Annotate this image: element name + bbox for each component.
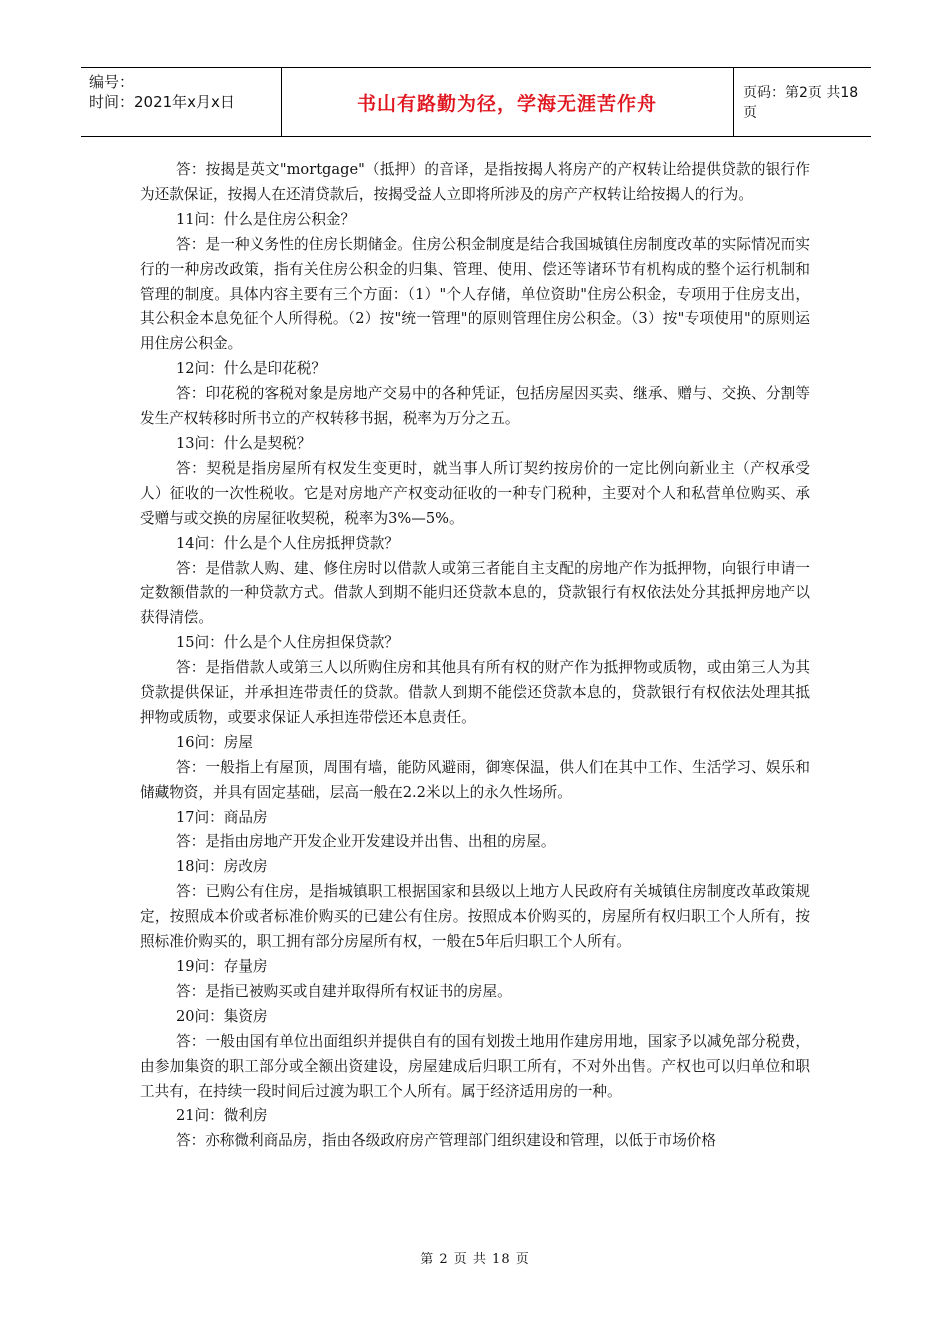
paragraph: 答：印花税的客税对象是房地产交易中的各种凭证，包括房屋因买卖、继承、赠与、交换、分割等发生产权转移时所书立的产权转移书据，税率为万分之五。 <box>140 385 810 428</box>
question-heading: 13问：什么是契税？ <box>176 434 312 452</box>
paragraph: 答：是一种义务性的住房长期储金。住房公积金制度是结合我国城镇住房制度改革的实际情况而实行的一种房改政策，指有关住房公积金的归集、管理、使用、偿还等诸环节有机构成的整个运行机制和管理的制度。具体内容主要有三个方面：（1）"个人存储，单位资助"住房公积金，专项用于住房支出，其公积金本息免征个人所得税。（2）按"统一管理"的原则管理住房公积金。（3）按"专项使用"的原则运用住房公积金。 <box>140 235 810 353</box>
question-heading: 20问：集资房 <box>176 1007 268 1025</box>
header-page-cell <box>733 68 871 136</box>
paragraph: 答：按揭是英文"mortgage"（抵押）的音译，是指按揭人将房产的产权转让给提供贷款的银行作为还款保证，按揭人在还清贷款后，按揭受益人立即将所涉及的房产产权转让给按揭人的行为。 <box>140 161 810 203</box>
document-number-label: 编号： <box>89 73 135 91</box>
header-motto: 书山有路勤为径，学海无涯苦作舟 <box>356 92 657 115</box>
paragraph: 答：一般指上有屋顶，周围有墙，能防风避雨，御寒保温，供人们在其中工作、生活学习、娱乐和储藏物资，并具有固定基础，层高一般在2.2米以上的永久性场所。 <box>140 758 810 801</box>
paragraph: 答：是借款人购、建、修住房时以借款人或第三者能自主支配的房地产作为抵押物，向银行申请一定数额借款的一种贷款方式。借款人到期不能归还贷款本息的，贷款银行有权依法处分其抵押房地产以获得清偿。 <box>140 559 810 627</box>
page-footer: 第 2 页 共 18 页 <box>420 1252 530 1267</box>
document-date: 时间：2021年x月x日 <box>89 93 235 111</box>
paragraph: 答：已购公有住房，是指城镇职工根据国家和县级以上地方人民政府有关城镇住房制度改革政策规定，按照成本价或者标准价购买的已建公有住房。按照成本价购买的，房屋所有权归职工个人所有，按照标准价购买的，职工拥有部分房屋所有权，一般在5年后归职工个人所有。 <box>140 883 810 951</box>
question-heading: 17问：商品房 <box>176 808 268 826</box>
paragraph: 答：一般由国有单位出面组织并提供自有的国有划拨土地用作建房用地，国家予以减免部分税费，由参加集资的职工部分或全额出资建设，房屋建成后归职工所有，不对外出售。产权也可以归单位和职工共有，在持续一段时间后过渡为职工个人所有。属于经济适用房的一种。 <box>140 1032 810 1100</box>
paragraph: 答：是指由房地产开发企业开发建设并出售、出租的房屋。 <box>176 833 556 851</box>
document-body <box>140 158 810 1154</box>
question-heading: 14问：什么是个人住房抵押贷款？ <box>176 534 399 552</box>
paragraph: 答：契税是指房屋所有权发生变更时，就当事人所订契约按房价的一定比例向新业主（产权承受人）征收的一次性税收。它是对房地产产权变动征收的一种专门税种，主要对个人和私营单位购买、承受赠与或交换的房屋征收契税，税率为3%—5%。 <box>140 459 810 527</box>
question-heading: 18问：房改房 <box>176 858 268 876</box>
page-header <box>81 67 871 137</box>
question-heading: 15问：什么是个人住房担保贷款？ <box>176 634 399 652</box>
question-heading: 19问：存量房 <box>176 958 268 975</box>
question-heading: 16问：房屋 <box>176 733 253 751</box>
question-heading: 11问：什么是住房公积金？ <box>176 210 356 228</box>
header-motto-cell <box>281 68 734 136</box>
question-heading: 12问：什么是印花税？ <box>176 360 326 378</box>
header-info-cell <box>81 68 282 136</box>
paragraph: 答：是指借款人或第三人以所购住房和其他具有所有权的财产作为抵押物或质物，或由第三人为其贷款提供保证，并承担连带责任的贷款。借款人到期不能偿还贷款本息的，贷款银行有权依法处理其抵押物或质物，或要求保证人承担连带偿还本息责任。 <box>140 659 810 726</box>
header-page-info: 页码：第2页 共18页 <box>743 85 859 121</box>
question-heading: 21问：微利房 <box>176 1107 268 1125</box>
paragraph: 答：是指已被购买或自建并取得所有权证书的房屋。 <box>176 982 512 1000</box>
paragraph: 答：亦称微利商品房，指由各级政府房产管理部门组织建设和管理，以低于市场价格 <box>176 1132 716 1150</box>
